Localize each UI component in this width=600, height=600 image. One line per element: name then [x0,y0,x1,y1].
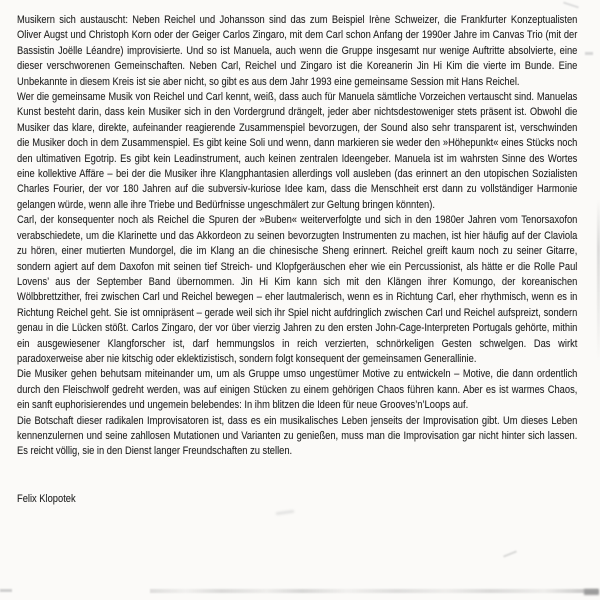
scan-artifact-top-right [563,2,579,9]
article-paragraph-3: Carl, der konsequenter noch als Reichel die Spuren der »Buben« weiterverfolgte und sich in den 1980er Jahren vom Tenorsaxofon verabschiedete, um die Klarinette und das Akkordeon zu seinen bevorzugten Instrumenten zu machen, ist hier häufig auf der Claviola zu hören, einer mutierten Mundorgel, die im Klang an die chinesische Sheng erinnert. Reichel greift kaum noch zu seiner Gitarre, sondern agiert auf dem Daxofon mit seinen tief Streich- und Klopfgeräuschen eher wie ein Percussionist, als hätte er die Rolle Paul Lovens’ aus der September Band übernommen. Jin Hi Kim kann sich mit den Klängen ihrer Komungo, der koreanischen Wölbbrettzither, frei zwischen Carl und Reichel bewegen – eher lautmalerisch, wenn es in Richtung Carl, eher rhythmisch, wenn es in Richtung Reichel geht. Sie ist omnipräsent – gerade weil sich ihr Spiel nicht aufdringlich zwischen Carl und Reichel aufspreizt, sondern genau in die Lücken stößt. Carlos Zingaro, der vor über vierzig Jahren zu den ersten John-Cage-Interpreten Portugals gehörte, mithin ein ausgewiesener Klangforscher ist, darf hemmungslos in reich verzierten, schnörkeligen Gesten schwelgen. Das wirkt paradoxerweise aber nie kitschig oder eklektizistisch, sondern folgt konsequent der gemeinsamen Generallinie. [17,214,578,365]
scan-artifact-smudge [503,550,517,557]
author-signature: Felix Klopotek [17,492,76,505]
scan-artifact-right-edge [585,52,593,55]
scan-artifact-bottom-corner [584,589,599,595]
scan-artifact-bottom-left [0,589,12,592]
scan-artifact-smudge [276,510,294,515]
article-paragraph-1: Musikern sich austauscht: Neben Reichel und Johansson sind das zum Beispiel Irène Schweizer, die Frankfurter Konzeptualisten Oliver Augst und Christoph Korn oder der Geiger Carlos Zingaro, mit dem Carl schon Anfang der 1990er Jahre im Canvas Trio (mit der Bassistin Joëlle Léandre) improvisierte. Und so ist Manuela, auch wenn die Gruppe insgesamt nur wenige Auftritte absolvierte, eine dieser verschworenen Gemeinschaften. Neben Carl, Reichel und Zingaro ist die Koreanerin Jin Hi Kim die vierte im Bunde. Eine Unbekannte in diesem Kreis ist sie aber nicht, so gibt es aus dem Jahr 1993 eine gemeinsame Session mit Hans Reichel. [17,14,578,88]
article-paragraph-4: Die Musiker gehen behutsam miteinander um, um als Gruppe umso ungestümer Motive zu entwickeln – Motive, die dann ordentlich durch den Fleischwolf gedreht werden, was auf einigen Stücken zu einem gehörigen Chaos führen kann. Aber es ist warmes Chaos, ein sanft euphorisierendes und ungemein belebendes: In ihm blitzen die Ideen für neue Grooves’n’Loops auf. [17,368,578,412]
article-text-block [17,13,577,507]
scan-artifact-bottom-edge [150,589,598,593]
article-paragraph-2: Wer die gemeinsame Musik von Reichel und Carl kennt, weiß, dass auch für Manuela sämtliche Vorzeichen vertauscht sind. Manuelas Kunst besteht darin, dass kein Musiker sich in den Vordergrund drängelt, jeder aber nichtsdestoweniger stets präsent ist. Obwohl die Musiker das klare, direkte, aufeinander reagierende Zusammenspiel bevorzugen, der Sound also sehr transparent ist, verschwinden die Musiker doch in dem Zusammenspiel. Es gibt keine Soli und wenn, dann markieren sie weder den »Höhepunkt« eines Stücks noch den ultimativen Egotrip. Es gibt kein Leadinstrument, auch keinen zentralen Ideengeber. Manuela ist im wahrsten Sinne des Wortes eine kollektive Affäre – bei der die Musiker ihre Klangphantasien allerdings voll ausleben (das erinnert an den utopischen Sozialisten Charles Fourier, der vor 180 Jahren auf die subversiv-kuriose Idee kam, dass die Menschheit erst dann zu vollständiger Harmonie gelangen würde, wenn alle ihre Triebe und Bedürfnisse ungeschmälert zur Geltung bringen könnten). [17,91,578,211]
article-paragraph-5: Die Botschaft dieser radikalen Improvisatoren ist, dass es ein musikalisches Leben jenseits der Improvisation gibt. Um dieses Leben kennenzulernen und seine zahllosen Mutationen und Varianten zu genießen, muss man die Improvisation gar nicht hinter sich lassen. Es reicht völlig, sie in den Dienst langer Freundschaften zu stellen. [17,414,578,458]
